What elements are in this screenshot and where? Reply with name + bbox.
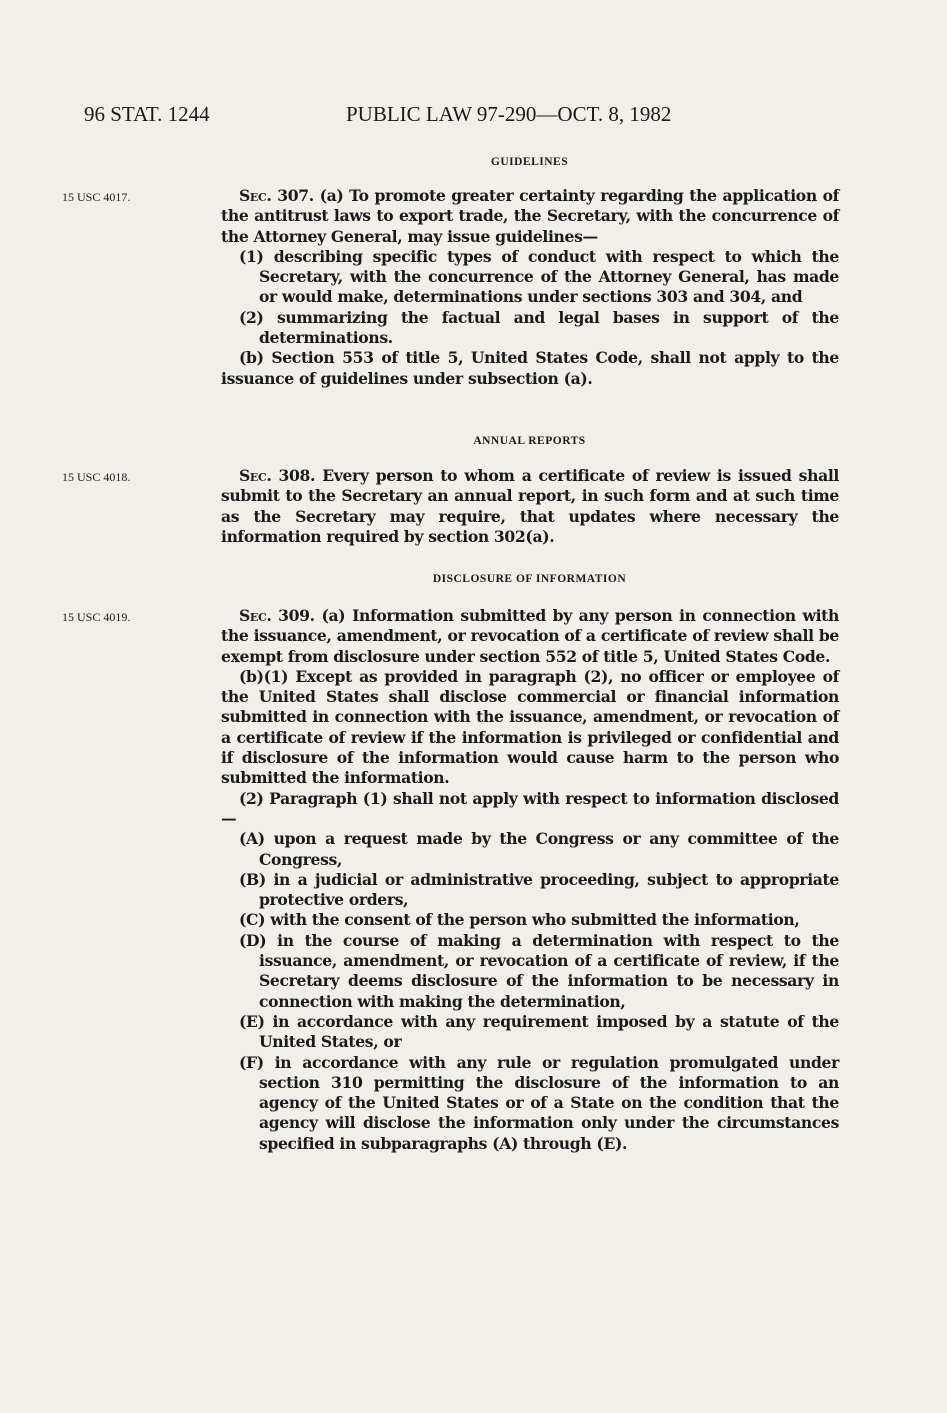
section-309-paragraph-b1: (b)(1) Except as provided in paragraph (2), no officer or employee of the United States shall disclose commercial or financial information submitted in connection with the issuance, amendment, or revocation of a certificate of review if the information is privileged or confidential and if disclosure of the information would cause harm to the person who submitted the information.: [221, 666, 839, 788]
section-307-paragraph-b: (b) Section 553 of title 5, United States Code, shall not apply to the issuance of guidelines under subsection (a).: [221, 348, 839, 388]
public-law-title: PUBLIC LAW 97-290—OCT. 8, 1982: [346, 102, 672, 126]
section-309-item-e: (E) in accordance with any requirement imposed by a statute of the United States, or: [239, 1011, 839, 1052]
statute-citation: 96 STAT. 1244: [84, 102, 210, 126]
section-309: [221, 606, 839, 1154]
heading-guidelines: GUIDELINES: [490, 156, 569, 168]
section-308-paragraph: [221, 466, 839, 547]
margin-note-4019: 15 USC 4019.: [62, 610, 131, 624]
heading-annual-reports: ANNUAL REPORTS: [473, 435, 586, 447]
section-309-paragraph-b2: (2) Paragraph (1) shall not apply with respect to information disclosed—: [221, 788, 839, 828]
section-309-item-b: (B) in a judicial or administrative proceeding, subject to appropriate protective orders,: [239, 869, 839, 910]
section-309-paragraph-a: [221, 606, 839, 667]
section-307-item-1: (1) describing specific types of conduct with respect to which the Secretary, with the concurrence of the Attorney General, has made or would make, determinations under sections 303 and 304, and: [239, 246, 839, 307]
section-309-item-f: (F) in accordance with any rule or regulation promulgated under section 310 permitting the disclosure of the information to an agency of the United States or of a State on the condition that the agency will disclose the information only under the circumstances specified in subparagraphs (A) through (E).: [239, 1052, 839, 1153]
section-307-item-2: (2) summarizing the factual and legal bases in support of the determinations.: [239, 307, 839, 348]
margin-note-4017: 15 USC 4017.: [62, 190, 131, 204]
section-label: Sec.: [239, 466, 272, 485]
margin-note-4018: 15 USC 4018.: [62, 470, 131, 484]
paragraph-text: 309. (a) Information submitted by any person in connection with the issuance, amendment, or revocation of a certificate of review shall be exempt from disclosure under section 552 of title 5, United States Code.: [221, 606, 839, 666]
section-309-item-a: (A) upon a request made by the Congress or any committee of the Congress,: [239, 829, 839, 869]
section-307: [221, 186, 839, 389]
section-309-item-d: (D) in the course of making a determination with respect to the issuance, amendment, or revocation of a certificate of review, if the Secretary deems disclosure of the information to be necessary in connection with making the determination,: [239, 930, 839, 1011]
paragraph-text: 308. Every person to whom a certificate of review is issued shall submit to the Secretary an annual report, in such form and at such time as the Secretary may require, that updates where necessary the information required by section 302(a).: [221, 466, 839, 546]
section-label: Sec.: [239, 186, 272, 205]
section-309-item-c: (C) with the consent of the person who submitted the information,: [239, 910, 800, 930]
section-308: [221, 466, 839, 547]
page-header: [84, 102, 827, 136]
paragraph-text: 307. (a) To promote greater certainty regarding the application of the antitrust laws to export trade, the Secretary, with the concurrence of the Attorney General, may issue guidelines—: [221, 186, 839, 246]
section-307-paragraph-a: [221, 186, 839, 247]
section-label: Sec.: [239, 606, 272, 625]
heading-disclosure-of-information: DISCLOSURE OF INFORMATION: [432, 573, 627, 585]
